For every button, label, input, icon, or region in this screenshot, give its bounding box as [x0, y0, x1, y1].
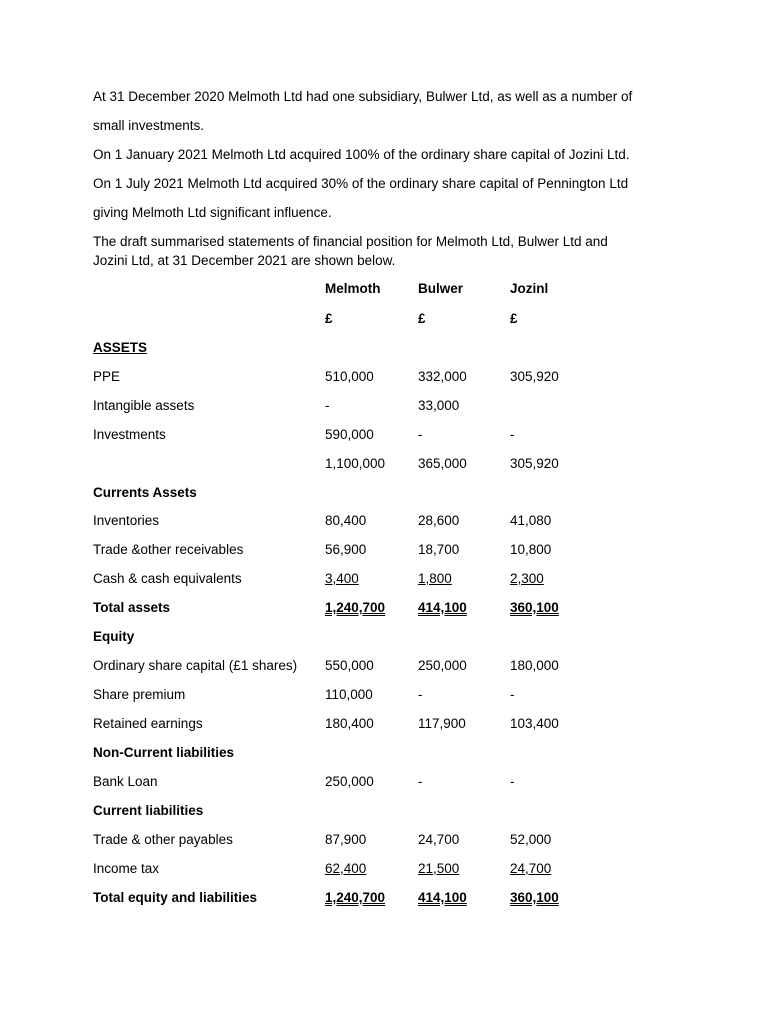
row-label: Trade &other receivables: [93, 542, 244, 557]
cell-bulwer: 33,000: [418, 398, 460, 413]
table-row: [93, 743, 713, 763]
intro-line-7: Jozini Ltd, at 31 December 2021 are shown below.: [93, 253, 396, 268]
cell-melmoth: 250,000: [325, 774, 374, 789]
cell-melmoth: 550,000: [325, 658, 374, 673]
table-row: [93, 425, 713, 445]
table-row: [93, 483, 713, 503]
cell-bulwer: 250,000: [418, 658, 467, 673]
currency-bulwer: £: [418, 311, 426, 326]
currency-melmoth: £: [325, 311, 333, 326]
intro-line-3: On 1 January 2021 Melmoth Ltd acquired 100% of the ordinary share capital of Jozini Ltd.: [93, 147, 630, 162]
cell-bulwer: 414,100: [418, 600, 467, 615]
cell-jozini: 305,920: [510, 456, 559, 471]
row-label: Inventories: [93, 513, 160, 528]
cell-melmoth: 56,900: [325, 542, 367, 557]
row-label: Total assets: [93, 600, 171, 615]
cell-jozini: -: [510, 774, 515, 789]
table-row: [93, 540, 713, 560]
table-row: [93, 396, 713, 416]
cell-jozini: 180,000: [510, 658, 559, 673]
cell-melmoth: 80,400: [325, 513, 367, 528]
section-heading-current-liabilities: Current liabilities: [93, 803, 204, 818]
intro-line-5: giving Melmoth Ltd significant influence.: [93, 205, 332, 220]
row-label: Investments: [93, 427, 166, 442]
cell-bulwer: -: [418, 427, 423, 442]
cell-jozini: 41,080: [510, 513, 552, 528]
cell-bulwer: 24,700: [418, 832, 460, 847]
cell-melmoth: 110,000: [325, 687, 373, 702]
cell-bulwer: -: [418, 687, 423, 702]
cell-melmoth: 3,400: [325, 571, 359, 586]
section-heading-non-current-liabilities: Non-Current liabilities: [93, 745, 235, 760]
currency-jozini: £: [510, 311, 518, 326]
cell-jozini: 10,800: [510, 542, 552, 557]
table-row: [93, 801, 713, 821]
cell-melmoth: 510,000: [325, 369, 374, 384]
table-row: [93, 367, 713, 387]
section-heading-assets: ASSETS: [93, 340, 148, 355]
cell-bulwer: 21,500: [418, 861, 460, 876]
row-label: Ordinary share capital (£1 shares): [93, 658, 298, 673]
intro-line-1: At 31 December 2020 Melmoth Ltd had one subsidiary, Bulwer Ltd, as well as a number of: [93, 89, 633, 104]
intro-line-4: On 1 July 2021 Melmoth Ltd acquired 30% of the ordinary share capital of Pennington Ltd: [93, 176, 629, 191]
cell-melmoth: 1,100,000: [325, 456, 386, 471]
table-header-row: [93, 279, 713, 299]
row-label: PPE: [93, 369, 121, 384]
row-label: Intangible assets: [93, 398, 195, 413]
table-row: [93, 338, 713, 358]
col-header-jozini: Jozinl: [510, 281, 549, 296]
table-row: [93, 598, 713, 618]
section-heading-current-assets: Currents Assets: [93, 485, 197, 500]
cell-bulwer: -: [418, 774, 423, 789]
row-label: Income tax: [93, 861, 160, 876]
section-heading-equity: Equity: [93, 629, 135, 644]
table-row: [93, 685, 713, 705]
cell-melmoth: 180,400: [325, 716, 374, 731]
cell-jozini: 24,700: [510, 861, 552, 876]
row-label: Cash & cash equivalents: [93, 571, 242, 586]
cell-jozini: 360,100: [510, 890, 559, 905]
table-row: [93, 888, 713, 908]
cell-jozini: 305,920: [510, 369, 559, 384]
cell-jozini: 360,100: [510, 600, 559, 615]
table-row: [93, 627, 713, 647]
table-row: [93, 511, 713, 531]
row-label: Total equity and liabilities: [93, 890, 258, 905]
row-label: Bank Loan: [93, 774, 158, 789]
table-row: [93, 830, 713, 850]
table-row: [93, 454, 713, 474]
cell-jozini: 52,000: [510, 832, 552, 847]
cell-jozini: 103,400: [510, 716, 559, 731]
cell-bulwer: 1,800: [418, 571, 452, 586]
cell-melmoth: 62,400: [325, 861, 367, 876]
cell-melmoth: 1,240,700: [325, 890, 386, 905]
row-label: Share premium: [93, 687, 186, 702]
cell-melmoth: 87,900: [325, 832, 367, 847]
row-label: Trade & other payables: [93, 832, 233, 847]
cell-melmoth: 590,000: [325, 427, 374, 442]
cell-jozini: -: [510, 427, 515, 442]
row-label: Retained earnings: [93, 716, 203, 731]
cell-bulwer: 117,900: [418, 716, 466, 731]
cell-melmoth: -: [325, 398, 330, 413]
col-header-bulwer: Bulwer: [418, 281, 464, 296]
currency-row: [93, 309, 713, 329]
cell-jozini: 2,300: [510, 571, 544, 586]
cell-bulwer: 332,000: [418, 369, 467, 384]
table-row: [93, 714, 713, 734]
cell-bulwer: 365,000: [418, 456, 467, 471]
cell-bulwer: 18,700: [418, 542, 460, 557]
col-header-melmoth: Melmoth: [325, 281, 381, 296]
cell-melmoth: 1,240,700: [325, 600, 386, 615]
table-row: [93, 656, 713, 676]
table-row: [93, 569, 713, 589]
cell-bulwer: 28,600: [418, 513, 460, 528]
intro-line-6: The draft summarised statements of financial position for Melmoth Ltd, Bulwer Ltd and: [93, 234, 608, 249]
cell-bulwer: 414,100: [418, 890, 467, 905]
table-row: [93, 772, 713, 792]
cell-jozini: -: [510, 687, 515, 702]
table-row: [93, 859, 713, 879]
intro-line-2: small investments.: [93, 118, 205, 133]
